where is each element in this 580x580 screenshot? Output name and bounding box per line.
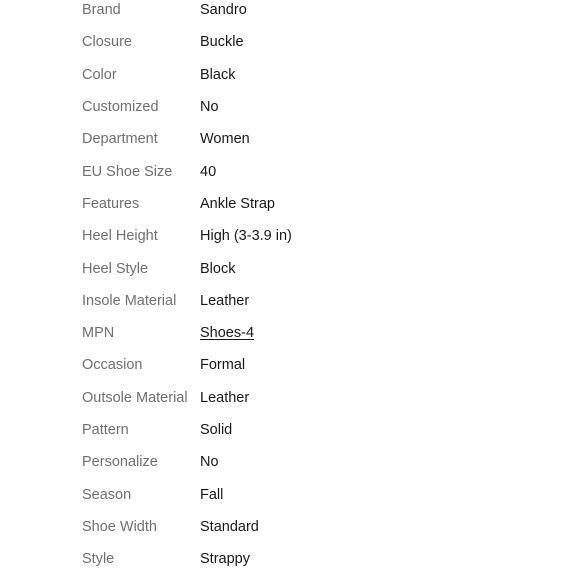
spec-row-occasion — [82, 349, 562, 381]
spec-label: Personalize — [82, 454, 158, 471]
spec-label: Insole Material — [82, 292, 177, 309]
spec-value: Strappy — [200, 551, 250, 568]
spec-row-brand — [82, 0, 562, 26]
spec-label: Occasion — [82, 357, 143, 374]
spec-label: Features — [82, 195, 140, 212]
spec-label: Style — [82, 551, 115, 568]
spec-label: Customized — [82, 99, 159, 116]
spec-row-eu-shoe-size — [82, 155, 562, 187]
spec-value: Ankle Strap — [200, 195, 275, 212]
spec-row-heel-style — [82, 252, 562, 284]
spec-value: Black — [200, 66, 236, 83]
spec-label: Shoe Width — [82, 518, 157, 535]
mpn-link[interactable]: Shoes-4 — [200, 325, 255, 342]
spec-value: Leather — [200, 389, 250, 406]
spec-label: Brand — [82, 2, 121, 19]
spec-value: Buckle — [200, 34, 244, 51]
item-specifics-list — [82, 0, 562, 575]
spec-row-outsole-material — [82, 382, 562, 414]
spec-value: Solid — [200, 422, 233, 438]
spec-row-closure — [82, 26, 562, 58]
spec-row-personalize — [82, 446, 562, 478]
spec-row-color — [82, 59, 562, 91]
spec-value: Fall — [200, 486, 224, 503]
spec-label: Pattern — [82, 422, 129, 438]
spec-value: High (3-3.9 in) — [200, 228, 292, 245]
spec-row-shoe-width — [82, 511, 562, 543]
spec-label: Department — [82, 131, 158, 148]
spec-label: EU Shoe Size — [82, 163, 173, 180]
spec-row-insole-material — [82, 285, 562, 317]
spec-row-season — [82, 478, 562, 510]
spec-value: No — [200, 99, 219, 116]
spec-value: Block — [200, 260, 236, 277]
spec-value: 40 — [200, 163, 217, 180]
spec-row-features — [82, 188, 562, 220]
spec-label: Outsole Material — [82, 389, 188, 406]
spec-row-mpn — [82, 317, 562, 349]
spec-row-heel-height — [82, 220, 562, 252]
spec-value: Women — [200, 131, 250, 148]
spec-value: Leather — [200, 292, 250, 309]
spec-label: Season — [82, 486, 132, 503]
spec-row-customized — [82, 91, 562, 123]
spec-value: Sandro — [200, 2, 247, 19]
spec-label: Heel Style — [82, 260, 149, 277]
spec-value: Formal — [200, 357, 246, 374]
spec-value: No — [200, 454, 219, 471]
spec-label: Closure — [82, 34, 132, 51]
spec-row-style — [82, 543, 562, 575]
spec-row-department — [82, 123, 562, 155]
spec-row-pattern — [82, 414, 562, 446]
spec-label: Color — [82, 66, 117, 83]
spec-value: Standard — [200, 518, 259, 535]
spec-label: Heel Height — [82, 228, 158, 245]
spec-label: MPN — [82, 325, 115, 342]
